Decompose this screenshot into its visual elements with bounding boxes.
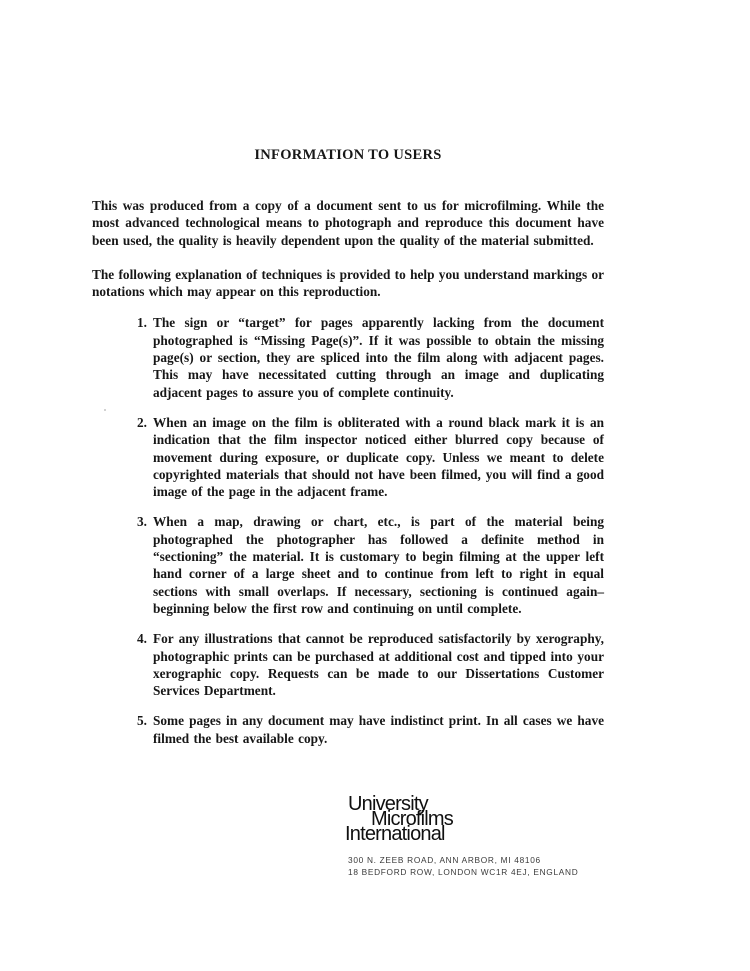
page-title: INFORMATION TO USERS [254,147,442,163]
scan-artifact-dot [104,409,106,411]
list-item-number: 5. [137,713,147,729]
umi-address-block [348,855,578,878]
umi-logo [345,793,579,878]
umi-address-line-2: 18 BEDFORD ROW, LONDON WC1R 4EJ, ENGLAND [348,866,579,877]
list-item [92,513,604,617]
umi-logo-line-microfilms: Microfilms [371,808,453,830]
explanation-paragraph: The following explanation of techniques is provided to help you understand markings or notations which may appear on this reproduction. [92,266,604,300]
umi-logo-line-international: International [345,823,445,845]
list-item-text: When an image on the film is obliterated with a round black mark it is an indication that the film inspector noticed either blurred copy because of movement during exposure, or duplicate copy. Unless we meant to delete copyrighted materials that should not have been filmed, you will find a good image of the page in the adjacent frame. [153,414,604,500]
list-item [92,630,604,699]
list-item [92,314,604,400]
list-item-number: 1. [137,315,147,331]
list-item-number: 3. [137,514,147,530]
list-item [92,414,604,500]
list-item-number: 2. [137,414,147,430]
list-item-text: Some pages in any document may have indistinct print. In all cases we have filmed the best available copy. [153,713,604,746]
intro-paragraph: This was produced from a copy of a document sent to us for microfilming. While the most advanced technological means to photograph and reproduce this document have been used, the quality is heavily dependent upon the quality of the material submitted. [92,198,604,248]
list-item-text: When a map, drawing or chart, etc., is part of the material being photographed the photographer has followed a definite method in “sectioning” the material. It is customary to begin filming at the upper left hand corner of a large sheet and to continue from left to right in equal sections with small overlaps. If necessary, sectioning is continued again–beginning below the first row and continuing on until complete. [153,514,604,616]
techniques-list [92,314,604,747]
list-item-text: For any illustrations that cannot be reproduced satisfactorily by xerography, photographic prints can be purchased at additional cost and tipped into your xerographic copy. Requests can be made to our Dissertations Customer Services Department. [153,631,604,699]
document-content [92,147,604,760]
list-item-text: The sign or “target” for pages apparently lacking from the document photographed is “Missing Page(s)”. If it was possible to obtain the missing page(s) or section, they are spliced into the film along with adjacent pages. This may have necessitated cutting through an image and duplicating adjacent pages to assure you of complete continuity. [153,315,604,400]
list-item [92,712,604,747]
umi-logo-line-university: University [348,793,428,815]
umi-address-line-1: 300 N. ZEEB ROAD, ANN ARBOR, MI 48106 [348,855,541,865]
list-item-number: 4. [137,631,147,647]
